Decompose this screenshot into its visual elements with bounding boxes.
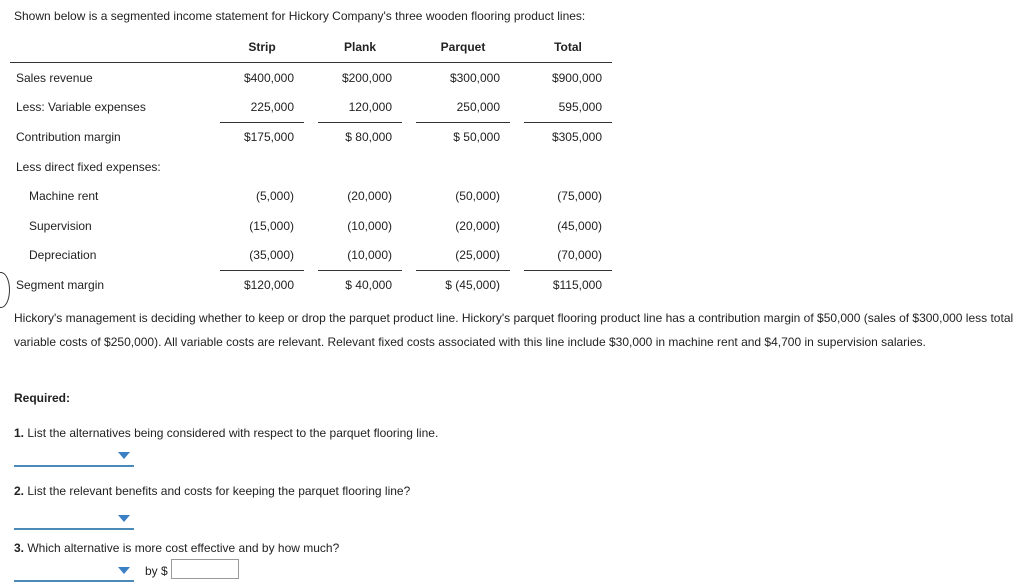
column-header-parquet: Parquet xyxy=(416,36,510,63)
cell-parquet: 250,000 xyxy=(416,92,510,122)
table-row xyxy=(10,270,612,300)
cell-total: (45,000) xyxy=(557,218,602,233)
scenario-paragraph: Hickory's management is deciding whether to keep or drop the parquet product line. Hickory's parquet flooring product line has a contribution margin of $50,000 (sales of $300,000 less total variable costs of $250,000). All variable costs are relevant. Relevant fixed costs associated with this line include $30,000 in machine rent and $4,700 in supervision salaries. xyxy=(14,311,1014,349)
table-row xyxy=(10,122,612,152)
cell-total: (70,000) xyxy=(524,240,612,270)
cell-strip: $400,000 xyxy=(243,70,294,85)
row-label: Segment margin xyxy=(16,278,105,293)
cell-plank: (10,000) xyxy=(318,240,402,270)
cell-strip: $120,000 xyxy=(243,278,294,293)
cell-parquet: (20,000) xyxy=(455,218,500,233)
table-header-row xyxy=(10,36,612,63)
question-number: 1. xyxy=(14,426,25,440)
cell-parquet: (50,000) xyxy=(455,189,500,204)
question-2 xyxy=(14,484,410,498)
segmented-income-statement xyxy=(10,36,612,300)
row-label: Sales revenue xyxy=(16,70,93,85)
row-label: Less direct fixed expenses: xyxy=(16,159,161,174)
left-edge-bracket xyxy=(0,272,10,308)
column-header-strip: Strip xyxy=(220,36,304,63)
cell-total: $900,000 xyxy=(551,70,602,85)
benefits-costs-dropdown[interactable] xyxy=(14,510,134,530)
cell-plank: $ 40,000 xyxy=(345,278,392,293)
header-label-cell xyxy=(10,36,220,63)
cell-parquet: $ 50,000 xyxy=(453,130,500,145)
column-header-total: Total xyxy=(524,36,612,63)
cell-total: $115,000 xyxy=(552,278,602,293)
table-row xyxy=(10,152,612,181)
cell-strip: $175,000 xyxy=(243,130,294,145)
question-text: List the relevant benefits and costs for keeping the parquet flooring line? xyxy=(27,484,411,498)
required-heading: Required: xyxy=(14,391,71,405)
question-text: List the alternatives being considered with respect to the parquet flooring line. xyxy=(27,426,439,440)
intro-text: Shown below is a segmented income statement for Hickory Company's three wooden flooring product lines: xyxy=(14,9,586,23)
by-dollar-label: by $ xyxy=(145,564,168,578)
cell-parquet: (25,000) xyxy=(416,240,510,270)
cell-strip: (15,000) xyxy=(249,218,294,233)
cell-strip: 225,000 xyxy=(220,92,304,122)
cell-plank: (20,000) xyxy=(347,189,392,204)
cell-plank: $200,000 xyxy=(341,70,392,85)
cell-plank: (10,000) xyxy=(347,218,392,233)
chevron-down-icon[interactable] xyxy=(118,515,130,522)
question-number: 3. xyxy=(14,541,25,555)
table-row xyxy=(10,182,612,211)
row-label: Supervision xyxy=(29,218,92,233)
row-label: Contribution margin xyxy=(16,130,121,145)
chevron-down-icon[interactable] xyxy=(118,452,130,459)
table-row xyxy=(10,240,612,270)
cell-total: 595,000 xyxy=(524,92,612,122)
cell-parquet: $300,000 xyxy=(449,70,500,85)
cell-strip: (5,000) xyxy=(255,189,294,204)
cell-strip: (35,000) xyxy=(220,240,304,270)
question-3 xyxy=(14,541,339,555)
row-label: Depreciation xyxy=(29,248,97,263)
cell-total: (75,000) xyxy=(557,189,602,204)
table-row xyxy=(10,211,612,240)
column-header-plank: Plank xyxy=(318,36,402,63)
table-row xyxy=(10,92,612,122)
table-row xyxy=(10,63,612,93)
cell-plank: $ 80,000 xyxy=(345,130,392,145)
row-label: Less: Variable expenses xyxy=(16,100,146,115)
question-text: Which alternative is more cost effective and by how much? xyxy=(27,541,340,555)
row-label: Machine rent xyxy=(29,189,99,204)
cell-plank: 120,000 xyxy=(318,92,402,122)
cell-total: $305,000 xyxy=(551,130,602,145)
chevron-down-icon[interactable] xyxy=(118,567,130,574)
question-number: 2. xyxy=(14,484,25,498)
question-1 xyxy=(14,426,438,440)
cell-parquet: $ (45,000) xyxy=(445,278,500,293)
alternative-choice-dropdown[interactable] xyxy=(14,562,134,582)
alternatives-dropdown[interactable] xyxy=(14,447,134,467)
amount-input[interactable] xyxy=(171,559,239,579)
